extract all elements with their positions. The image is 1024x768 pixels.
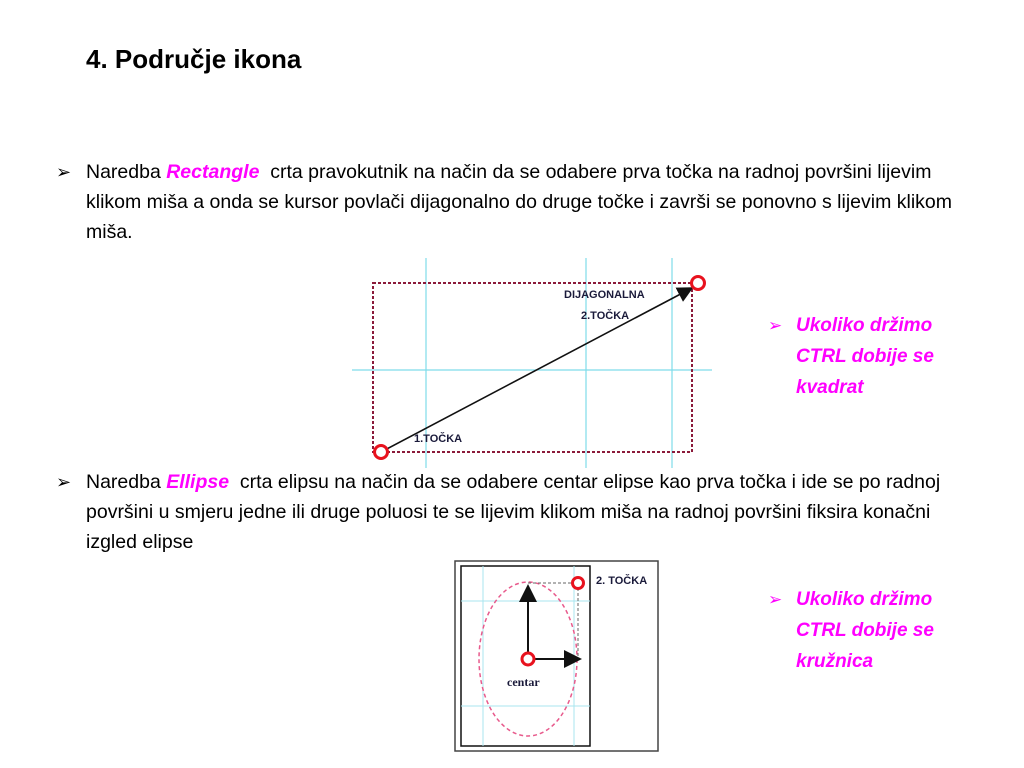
- bullet-arrow-icon: ➢: [768, 590, 783, 609]
- ellipse-point-2-marker: [573, 578, 584, 589]
- label-ellipse-point-2: 2. TOČKA: [596, 575, 648, 587]
- label-diagonal: DIJAGONALNA: [564, 289, 645, 301]
- bullet-arrow-icon: ➢: [768, 316, 783, 335]
- page-title: 4. Područje ikona: [86, 44, 302, 74]
- bullet-prefix: Naredba: [86, 471, 167, 493]
- label-center: centar: [507, 675, 540, 689]
- center-marker: [522, 653, 534, 665]
- dashed-rectangle: [373, 283, 692, 452]
- point-2-marker: [692, 277, 705, 290]
- point-1-marker: [375, 446, 388, 459]
- bullet-body: crta elipsu na način da se odabere centar elipse kao prva točka i ide se po radnoj površini u smjeru jedne ili druge poluosi te se lijevim klikom miša na radnoj površini fiksira konačni izgled elipse: [86, 471, 946, 553]
- note-text: Ukoliko držimo CTRL dobije se kvadrat: [796, 315, 934, 398]
- bullet-prefix: Naredba: [86, 161, 167, 183]
- bullet-arrow-icon: ➢: [56, 472, 72, 492]
- ellipse-figure: [455, 561, 658, 751]
- label-point-1: 1.TOČKA: [414, 433, 463, 445]
- label-point-2: 2.TOČKA: [581, 310, 630, 322]
- keyword-ellipse: Ellipse: [166, 471, 230, 493]
- guide-lines: [352, 258, 712, 468]
- keyword-rectangle: Rectangle: [166, 161, 260, 183]
- note-text: Ukoliko držimo CTRL dobije se kružnica: [796, 589, 934, 672]
- bullet-arrow-icon: ➢: [56, 162, 72, 182]
- bullet-body: crta pravokutnik na način da se odabere prva točka na radnoj površini lijevim klikom miša a onda se kursor povlači dijagonalno do druge točke i završi se ponovno s lijevim klikom miša.: [86, 161, 958, 243]
